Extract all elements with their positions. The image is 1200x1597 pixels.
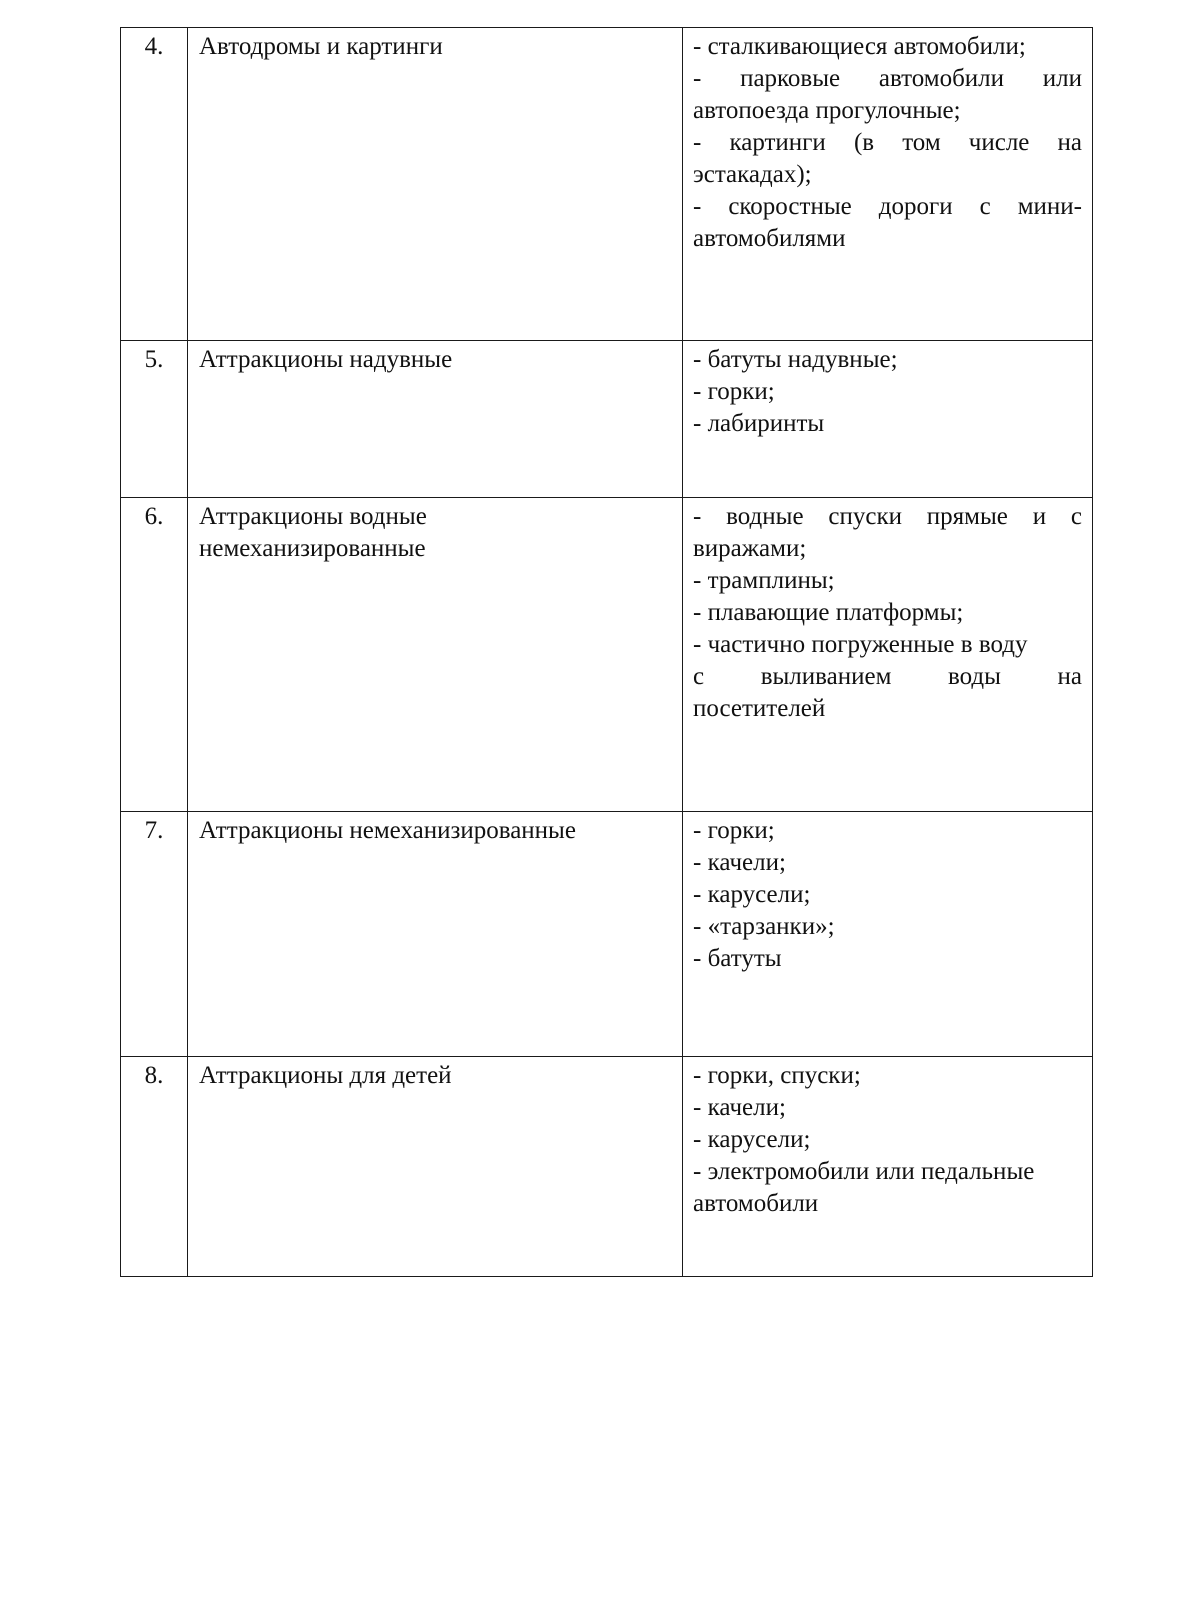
table-row — [121, 341, 1093, 498]
attraction-type-line: - карусели; — [693, 881, 811, 908]
row-number: 6. — [121, 498, 188, 812]
attraction-type-line: - водные спуски прямые и с — [693, 503, 1082, 530]
attraction-type-line: - карусели; — [693, 1126, 811, 1153]
attraction-type-line: эстакадах); — [693, 161, 812, 188]
attraction-type-line: - батуты надувные; — [693, 346, 898, 373]
attraction-category-text: Аттракционы надувные — [199, 346, 453, 373]
attraction-type-line: - лабиринты — [693, 410, 825, 437]
attraction-type-line: - горки; — [693, 817, 775, 844]
attraction-types — [683, 1057, 1093, 1277]
attraction-types — [683, 812, 1093, 1057]
attraction-category-text: Аттракционы для детей — [199, 1062, 452, 1089]
table-row — [121, 28, 1093, 341]
attraction-type-line: автомобилями — [693, 225, 846, 252]
attraction-type-line: - «тарзанки»; — [693, 913, 835, 940]
row-number: 4. — [121, 28, 188, 341]
attraction-type-line: - электромобили или педальные — [693, 1158, 1035, 1185]
attraction-category — [188, 812, 683, 1057]
attractions-table — [120, 27, 1093, 1277]
attraction-type-line: автомобили — [693, 1190, 819, 1217]
attraction-type-line: - скоростные дороги с мини- — [693, 193, 1082, 220]
attraction-type-line: - батуты — [693, 945, 782, 972]
row-number: 7. — [121, 812, 188, 1057]
attraction-category-text: Аттракционы немеханизированные — [199, 817, 576, 844]
attraction-type-line: виражами; — [693, 535, 807, 562]
attraction-type-line: - горки; — [693, 378, 775, 405]
attraction-type-line: - парковые автомобили или — [693, 65, 1082, 92]
attraction-type-line: посетителей — [693, 695, 826, 722]
attraction-type-line: - горки, спуски; — [693, 1062, 861, 1089]
table-body — [121, 28, 1093, 1277]
attraction-category — [188, 1057, 683, 1277]
attraction-type-line: - сталкивающиеся автомобили; — [693, 33, 1026, 60]
attraction-types — [683, 498, 1093, 812]
attraction-category — [188, 498, 683, 812]
attraction-type-line: - качели; — [693, 849, 786, 876]
attraction-types — [683, 28, 1093, 341]
attraction-type-line: с выливанием воды на — [693, 663, 1082, 690]
attraction-category-text: Автодромы и картинги — [199, 33, 443, 60]
attraction-category — [188, 341, 683, 498]
row-number: 8. — [121, 1057, 188, 1277]
attraction-category — [188, 28, 683, 341]
table-row — [121, 1057, 1093, 1277]
attraction-type-line: - частично погруженные в воду — [693, 631, 1028, 658]
table-row — [121, 812, 1093, 1057]
table-row — [121, 498, 1093, 812]
attraction-type-line: - трамплины; — [693, 567, 835, 594]
attraction-category-text: Аттракционы водные немеханизированные — [199, 503, 427, 562]
attraction-type-line: - картинги (в том числе на — [693, 129, 1082, 156]
attraction-type-line: - плавающие платформы; — [693, 599, 964, 626]
attraction-type-line: автопоезда прогулочные; — [693, 97, 961, 124]
attraction-types — [683, 341, 1093, 498]
attraction-type-line: - качели; — [693, 1094, 786, 1121]
row-number: 5. — [121, 341, 188, 498]
